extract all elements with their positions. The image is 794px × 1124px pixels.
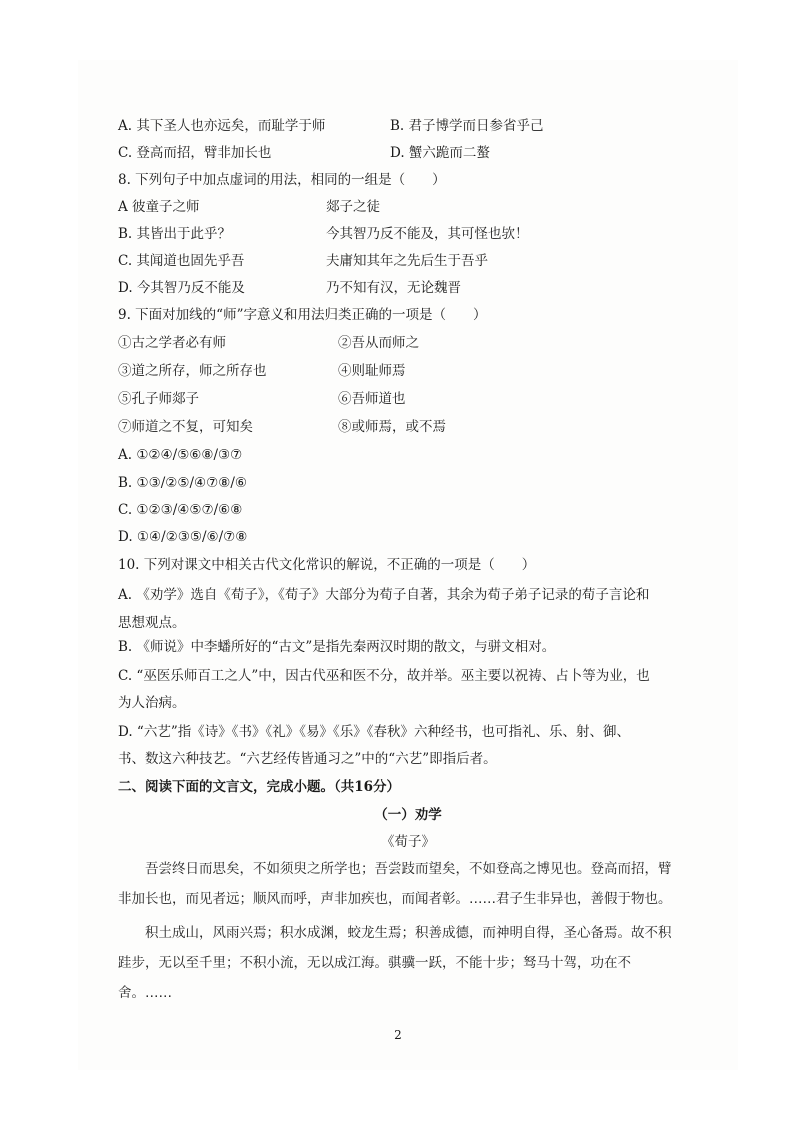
passage-subtitle: （一）劝学 <box>374 807 442 823</box>
q7-option-d: D. 蟹六跪而二螯 <box>390 145 490 161</box>
q9-item-2: ②吾从而师之 <box>338 335 419 351</box>
q9-item-6: ⑥吾师道也 <box>338 391 406 407</box>
q8-row-d-right: 乃不知有汉，无论魏晋 <box>326 280 461 296</box>
q8-row-a-right: 郯子之徒 <box>326 199 380 215</box>
q9-item-3: ③道之所存，师之所存也 <box>118 363 267 379</box>
q10-option-d-line2: 书、数这六种技艺。“六艺经传皆通习之”中的“六艺”即指后者。 <box>118 751 497 767</box>
q9-item-1: ①古之学者必有师 <box>118 335 226 351</box>
q9-item-5: ⑤孔子师郯子 <box>118 391 199 407</box>
q10-option-c-line1: C. “巫医乐师百工之人”中，因古代巫和医不分，故并举。巫主要以祝祷、占卜等为业，也 <box>118 668 650 684</box>
passage-paragraph-2: 积土成山，风雨兴焉；积水成渊，蛟龙生焉；积善成德，而神明自得，圣心备焉。故不积跬步，无以至千里；不积小流，无以成江海。骐骥一跃，不能十步；驽马十驾，功在不舍。…… <box>118 925 672 1001</box>
q8-row-a-left: A 彼童子之师 <box>118 199 200 215</box>
q9-option-a: A. ①②④/⑤⑥⑧/③⑦ <box>118 447 243 463</box>
q8-row-b-right: 今其智乃反不能及，其可怪也欤！ <box>326 226 529 242</box>
q7-option-b: B. 君子博学而日参省乎己 <box>390 118 544 134</box>
q9-item-7: ⑦师道之不复，可知矣 <box>118 419 253 435</box>
page-number: 2 <box>394 1028 402 1042</box>
section-heading: 二、阅读下面的文言文，完成小题。（共16分） <box>118 779 401 795</box>
q10-option-a-line1: A. 《劝学》选自《荀子》，《荀子》大部分为荀子自著，其余为荀子弟子记录的荀子言论和 <box>118 587 650 603</box>
q7-option-a: A. 其下圣人也亦远矣，而耻学于师 <box>118 118 326 134</box>
q9-stem: 9. 下面对加线的“师”字意义和用法归类正确的一项是（ ） <box>118 307 487 323</box>
q9-item-4: ④则耻师焉 <box>338 363 406 379</box>
q10-option-a-line2: 思想观点。 <box>118 615 186 631</box>
q9-option-b: B. ①③/②⑤/④⑦⑧/⑥ <box>118 475 247 491</box>
q8-stem: 8. 下列句子中加点虚词的用法，相同的一组是（ ） <box>118 172 446 188</box>
q9-option-d: D. ①④/②③⑤/⑥/⑦⑧ <box>118 529 248 545</box>
q8-row-c-left: C. 其闻道也固先乎吾 <box>118 253 245 269</box>
q7-option-c: C. 登高而招，臂非加长也 <box>118 145 272 161</box>
passage-body <box>118 854 674 1008</box>
q8-row-d-left: D. 今其智乃反不能及 <box>118 280 245 296</box>
q9-item-8: ⑧或师焉，或不焉 <box>338 419 446 435</box>
q9-option-c: C. ①②③/④⑤⑦/⑥⑧ <box>118 502 243 518</box>
passage-source: 《荀子》 <box>381 834 435 850</box>
q10-option-c-line2: 为人治病。 <box>118 695 186 711</box>
q10-stem: 10. 下列对课文中相关古代文化常识的解说，不正确的一项是（ ） <box>118 557 536 573</box>
q8-row-b-left: B. 其皆出于此乎？ <box>118 226 232 242</box>
passage-paragraph-1: 吾尝终日而思矣，不如须臾之所学也；吾尝跂而望矣，不如登高之博见也。登高而招，臂非加长也，而见者远；顺风而呼，声非加疾也，而闻者彰。……君子生非异也，善假于物也。 <box>118 861 672 907</box>
q10-option-d-line1: D. “六艺”指《诗》《书》《礼》《易》《乐》《春秋》六种经书，也可指礼、乐、射、御、 <box>118 724 630 740</box>
q10-option-b: B. 《师说》中李蟠所好的“古文”是指先秦两汉时期的散文，与骈文相对。 <box>118 639 556 655</box>
q8-row-c-right: 夫庸知其年之先后生于吾乎 <box>326 253 488 269</box>
